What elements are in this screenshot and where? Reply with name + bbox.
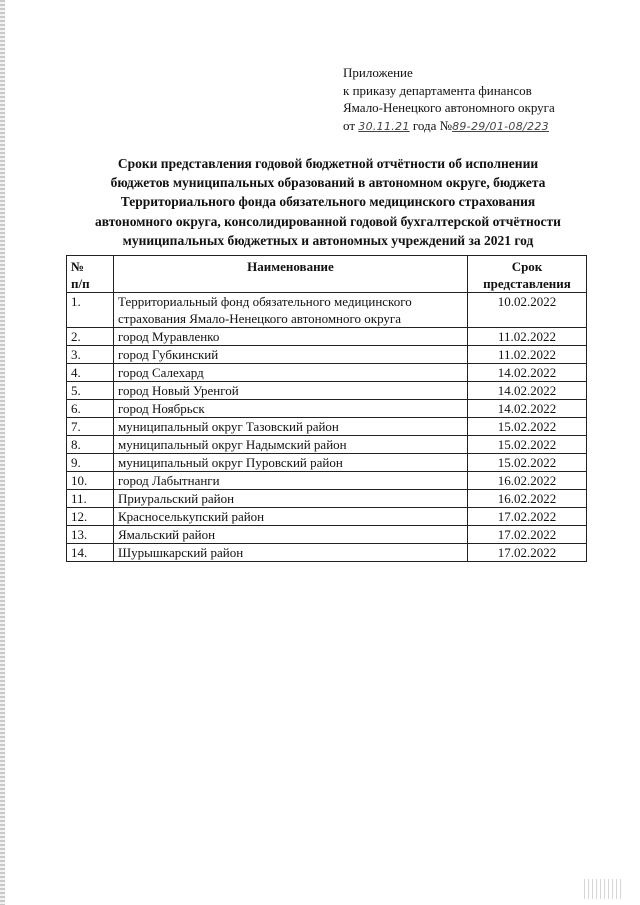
header-deadline-line1: Срок	[511, 259, 543, 274]
row-deadline: 10.02.2022	[468, 293, 587, 328]
table-row	[67, 454, 587, 472]
appendix-block	[343, 64, 628, 135]
title-line: муниципальных бюджетных и автономных учреждений за 2021 год	[122, 232, 534, 248]
table-header-row	[67, 256, 587, 293]
row-name: Приуральский район	[114, 490, 468, 508]
appendix-order-ref: к приказу департамента финансов	[343, 82, 532, 98]
row-deadline: 17.02.2022	[468, 526, 587, 544]
row-deadline: 15.02.2022	[468, 436, 587, 454]
title-line: автономного округа, консолидированной годовой бухгалтерской отчётности	[95, 213, 561, 229]
scan-edge	[0, 0, 5, 905]
row-deadline: 16.02.2022	[468, 490, 587, 508]
row-deadline: 17.02.2022	[468, 508, 587, 526]
table-row	[67, 490, 587, 508]
row-name: муниципальный округ Надымский район	[114, 436, 468, 454]
row-name: город Салехард	[114, 364, 468, 382]
table-body	[67, 293, 587, 562]
row-number: 4.	[67, 364, 114, 382]
row-number: 12.	[67, 508, 114, 526]
table-row	[67, 382, 587, 400]
table-row	[67, 364, 587, 382]
appendix-region: Ямало-Ненецкого автономного округа	[343, 100, 555, 115]
table-row	[67, 526, 587, 544]
row-name: Территориальный фонд обязательного медицинского страхования Ямало-Ненецкого автономного округа	[114, 293, 468, 328]
title-line: Территориального фонда обязательного медицинского страхования	[120, 194, 536, 210]
row-name: муниципальный округ Пуровский район	[114, 454, 468, 472]
row-number: 5.	[67, 382, 114, 400]
row-number: 9.	[67, 454, 114, 472]
table-row	[67, 400, 587, 418]
header-number-line2: п/п	[71, 276, 90, 291]
row-name: город Губкинский	[114, 346, 468, 364]
row-deadline: 11.02.2022	[468, 346, 587, 364]
header-number	[67, 256, 114, 293]
handwritten-number: 89-29/01-08/223	[452, 119, 549, 133]
document-title	[66, 154, 590, 250]
row-number: 6.	[67, 400, 114, 418]
row-number: 8.	[67, 436, 114, 454]
row-deadline: 14.02.2022	[468, 382, 587, 400]
table-row	[67, 508, 587, 526]
table-row	[67, 544, 587, 562]
scan-artifact	[584, 879, 624, 899]
schedule-table	[66, 255, 587, 562]
appendix-date-line	[343, 117, 628, 136]
row-number: 10.	[67, 472, 114, 490]
year-word: года №	[412, 117, 453, 133]
title-line: Сроки представления годовой бюджетной отчётности об исполнении	[117, 156, 539, 171]
date-prefix: от	[343, 117, 356, 133]
header-name: Наименование	[114, 256, 468, 293]
row-name: город Муравленко	[114, 328, 468, 346]
table-row	[67, 328, 587, 346]
table-row	[67, 346, 587, 364]
table-row	[67, 418, 587, 436]
row-name: город Ноябрьск	[114, 400, 468, 418]
header-number-line1: №	[71, 259, 85, 274]
row-name: муниципальный округ Тазовский район	[114, 418, 468, 436]
row-number: 2.	[67, 328, 114, 346]
handwritten-date: 30.11.21	[358, 119, 410, 133]
row-deadline: 15.02.2022	[468, 418, 587, 436]
row-name: Красноселькупский район	[114, 508, 468, 526]
row-number: 1.	[67, 293, 114, 328]
row-number: 11.	[67, 490, 114, 508]
row-name: Шурышкарский район	[114, 544, 468, 562]
row-number: 14.	[67, 544, 114, 562]
row-deadline: 17.02.2022	[468, 544, 587, 562]
row-name: Ямальский район	[114, 526, 468, 544]
title-line: бюджетов муниципальных образований в автономном округе, бюджета	[110, 175, 546, 191]
appendix-title: Приложение	[343, 65, 413, 80]
row-deadline: 14.02.2022	[468, 364, 587, 382]
header-deadline-line2: представления	[483, 276, 571, 291]
table-row	[67, 472, 587, 490]
row-number: 7.	[67, 418, 114, 436]
row-deadline: 14.02.2022	[468, 400, 587, 418]
row-name: город Лабытнанги	[114, 472, 468, 490]
row-deadline: 16.02.2022	[468, 472, 587, 490]
header-deadline	[468, 256, 587, 293]
row-deadline: 11.02.2022	[468, 328, 587, 346]
row-number: 13.	[67, 526, 114, 544]
row-deadline: 15.02.2022	[468, 454, 587, 472]
table-row	[67, 293, 587, 328]
row-number: 3.	[67, 346, 114, 364]
table-row	[67, 436, 587, 454]
row-name: город Новый Уренгой	[114, 382, 468, 400]
